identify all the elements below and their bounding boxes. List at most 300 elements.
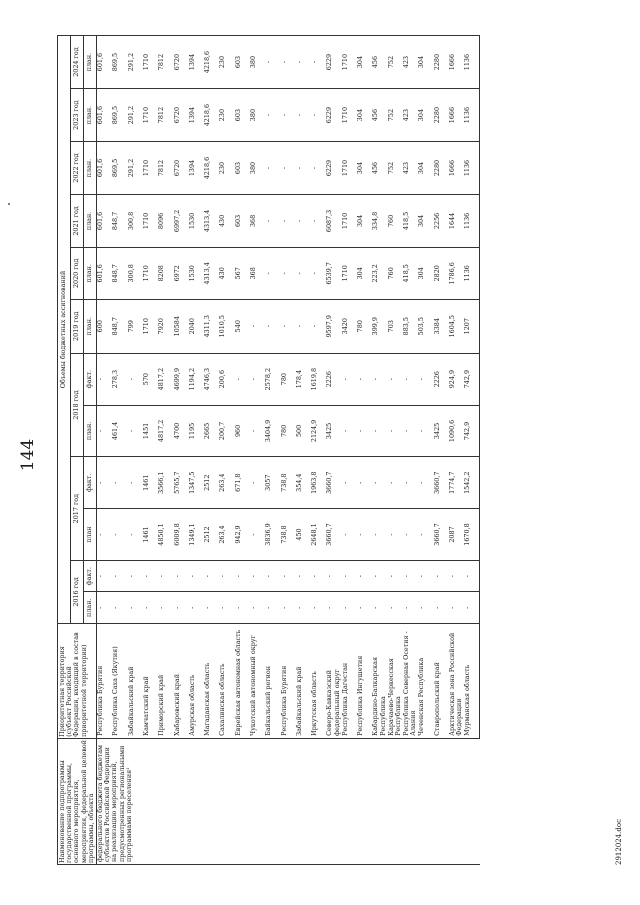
value-cell: - [342, 457, 357, 509]
territory-name: Мурманская область [464, 623, 480, 738]
value-cell: 603 [235, 36, 250, 89]
value-cell: 2578,2 [265, 353, 280, 405]
value-cell: - [311, 592, 326, 624]
value-cell: 1090,6 [449, 405, 464, 457]
value-cell: - [158, 560, 173, 592]
value-cell: 4311,3 [204, 299, 219, 353]
value-cell: - [342, 592, 357, 624]
value-cell: 3660,7 [434, 509, 449, 561]
value-cell: 2665 [204, 405, 219, 457]
territory-name: Республика Бурятия [97, 623, 113, 738]
value-cell: 1136 [464, 89, 480, 142]
value-cell: 423 [403, 89, 418, 142]
territory-name: Забайкальский край [296, 623, 311, 738]
value-cell: - [342, 509, 357, 561]
value-cell: - [112, 560, 127, 592]
value-cell: 942,9 [235, 509, 250, 561]
value-cell: 601,6 [97, 194, 113, 247]
header-plan: план. [84, 142, 97, 195]
value-cell: 2512 [204, 509, 219, 561]
value-cell: 3425 [434, 405, 449, 457]
value-cell: - [388, 353, 403, 405]
value-cell: - [403, 592, 418, 624]
value-cell: 1666 [449, 36, 464, 89]
value-cell: - [174, 592, 189, 624]
value-cell: 7812 [158, 36, 173, 89]
territory-name: Республика Северная Осетия - Алания [403, 623, 418, 738]
territory-name: Амурская область [189, 623, 204, 738]
value-cell: 960 [235, 405, 250, 457]
header-fact: факт. [84, 353, 97, 405]
value-cell: - [235, 353, 250, 405]
value-cell: - [357, 509, 372, 561]
value-cell: 600 [97, 299, 113, 353]
value-cell: 4218,6 [204, 36, 219, 89]
header-year: 2017 год [71, 457, 84, 561]
value-cell: - [143, 592, 158, 624]
value-cell: - [357, 592, 372, 624]
value-cell: 1461 [143, 509, 158, 561]
value-cell: - [281, 592, 296, 624]
value-cell: 223,2 [372, 247, 387, 299]
value-cell: 380 [250, 89, 265, 142]
value-cell: 671,8 [235, 457, 250, 509]
value-cell: 2512 [204, 457, 219, 509]
value-cell: 1710 [143, 89, 158, 142]
value-cell: 200,6 [219, 353, 234, 405]
value-cell: 2280 [434, 142, 449, 195]
value-cell: - [158, 592, 173, 624]
value-cell: 1604,5 [449, 299, 464, 353]
value-cell: 1619,8 [311, 353, 326, 405]
value-cell: - [265, 560, 280, 592]
value-cell: - [97, 353, 113, 405]
value-cell: - [296, 247, 311, 299]
value-cell: - [296, 89, 311, 142]
value-cell: 742,9 [464, 353, 480, 405]
value-cell: - [250, 509, 265, 561]
territory-name: Хабаровский край [174, 623, 189, 738]
header-year: 2022 год [71, 142, 84, 195]
value-cell: 8208 [158, 247, 173, 299]
value-cell: - [449, 592, 464, 624]
value-cell: 380 [250, 142, 265, 195]
value-cell: 304 [418, 194, 433, 247]
value-cell: - [311, 89, 326, 142]
territory-name: Сахалинская область [219, 623, 234, 738]
value-cell: - [372, 592, 387, 624]
value-cell: - [403, 457, 418, 509]
value-cell: - [265, 36, 280, 89]
value-cell: 4218,6 [204, 89, 219, 142]
value-cell: 1963,8 [311, 457, 326, 509]
value-cell: 8096 [158, 194, 173, 247]
value-cell: 10584 [174, 299, 189, 353]
value-cell: - [281, 247, 296, 299]
value-cell: 3566,1 [158, 457, 173, 509]
value-cell: 601,6 [97, 142, 113, 195]
value-cell: - [174, 560, 189, 592]
value-cell: 291,2 [128, 89, 143, 142]
value-cell: 760 [388, 247, 403, 299]
value-cell: 423 [403, 142, 418, 195]
value-cell: - [418, 457, 433, 509]
value-cell: 1774,7 [449, 457, 464, 509]
value-cell: - [250, 592, 265, 624]
value-cell: - [204, 592, 219, 624]
header-plan: план. [84, 89, 97, 142]
value-cell: 500 [296, 405, 311, 457]
value-cell: 1710 [143, 142, 158, 195]
value-cell: 300,8 [128, 247, 143, 299]
value-cell: 4700 [174, 405, 189, 457]
value-cell: 456 [372, 142, 387, 195]
value-cell: 1349,1 [189, 509, 204, 561]
value-cell: 603 [235, 194, 250, 247]
value-cell: 1136 [464, 194, 480, 247]
value-cell: 1194,2 [189, 353, 204, 405]
value-cell: 6539,7 [326, 247, 341, 299]
value-cell: - [97, 457, 113, 509]
value-cell: - [418, 509, 433, 561]
value-cell: 430 [219, 247, 234, 299]
value-cell: 9597,9 [326, 299, 341, 353]
value-cell: - [281, 89, 296, 142]
value-cell: 1530 [189, 194, 204, 247]
value-cell: 2648,1 [311, 509, 326, 561]
value-cell: 1136 [464, 142, 480, 195]
header-plan: план. [84, 299, 97, 353]
value-cell: 456 [372, 36, 387, 89]
value-cell: 6229 [326, 89, 341, 142]
value-cell: - [372, 353, 387, 405]
value-cell: 848,7 [112, 247, 127, 299]
value-cell: - [235, 560, 250, 592]
territory-name: Чукотский автономный округ [250, 623, 265, 738]
value-cell: - [372, 405, 387, 457]
value-cell: 2820 [434, 247, 449, 299]
value-cell: 848,7 [112, 299, 127, 353]
scan-dot [8, 203, 10, 205]
value-cell: 3404,9 [265, 405, 280, 457]
table-header [58, 36, 97, 865]
value-cell: - [388, 509, 403, 561]
value-cell: 2280 [434, 89, 449, 142]
value-cell: - [418, 353, 433, 405]
value-cell: - [403, 353, 418, 405]
value-cell: 1136 [464, 247, 480, 299]
value-cell: 7812 [158, 142, 173, 195]
value-cell: - [204, 560, 219, 592]
value-cell: - [311, 247, 326, 299]
value-cell: - [357, 560, 372, 592]
value-cell: - [219, 592, 234, 624]
value-cell: - [296, 36, 311, 89]
value-cell: 430 [219, 194, 234, 247]
value-cell: 304 [357, 142, 372, 195]
value-cell: 601,6 [97, 36, 113, 89]
value-cell: - [219, 560, 234, 592]
value-cell: 418,5 [403, 194, 418, 247]
value-cell: 6720 [174, 142, 189, 195]
territory-name: Республика Ингушетия [357, 623, 372, 738]
territory-name: Иркутская область [311, 623, 326, 738]
value-cell: - [326, 592, 341, 624]
value-cell: 4850,1 [158, 509, 173, 561]
value-cell: 6720 [174, 89, 189, 142]
value-cell: - [326, 560, 341, 592]
value-cell: 6229 [326, 142, 341, 195]
header-budget-group: Объемы бюджетных ассигнований [58, 36, 71, 624]
value-cell: 799 [128, 299, 143, 353]
program-name-cell [97, 738, 480, 864]
value-cell: - [250, 299, 265, 353]
value-cell: - [296, 142, 311, 195]
value-cell: 3836,9 [265, 509, 280, 561]
value-cell: - [434, 592, 449, 624]
value-cell: - [403, 509, 418, 561]
value-cell: 456 [372, 89, 387, 142]
value-cell: 6087,3 [326, 194, 341, 247]
value-cell: 848,7 [112, 194, 127, 247]
value-cell: 7920 [158, 299, 173, 353]
territory-name: Республика Бурятия [281, 623, 296, 738]
value-cell: 4313,4 [204, 194, 219, 247]
value-cell: - [265, 247, 280, 299]
territory-name: Магаданская область [204, 623, 219, 738]
value-cell: - [296, 560, 311, 592]
territory-name: Ставропольский край [434, 623, 449, 738]
value-cell: 738,8 [281, 509, 296, 561]
value-cell: 304 [357, 89, 372, 142]
territory-name: Северо-Кавказский федеральный округ [326, 623, 341, 738]
header-year: 2021 год [71, 194, 84, 247]
value-cell: 1710 [342, 36, 357, 89]
value-cell: - [342, 405, 357, 457]
header-fact: факт. [84, 560, 97, 592]
value-cell: - [265, 89, 280, 142]
value-cell: 503,5 [418, 299, 433, 353]
value-cell: 601,6 [97, 247, 113, 299]
value-cell: 291,2 [128, 142, 143, 195]
value-cell: 368 [250, 247, 265, 299]
value-cell: 304 [418, 247, 433, 299]
value-cell: 2256 [434, 194, 449, 247]
header-year: 2018 год [71, 353, 84, 457]
value-cell: - [265, 592, 280, 624]
value-cell: - [311, 194, 326, 247]
value-cell: 2124,9 [311, 405, 326, 457]
value-cell: 1542,2 [464, 457, 480, 509]
value-cell: 1207 [464, 299, 480, 353]
header-year: 2016 год [71, 560, 84, 623]
value-cell: 3384 [434, 299, 449, 353]
value-cell: - [372, 509, 387, 561]
value-cell: 1394 [189, 89, 204, 142]
value-cell: - [388, 405, 403, 457]
value-cell: 567 [235, 247, 250, 299]
value-cell: 570 [143, 353, 158, 405]
value-cell: - [281, 299, 296, 353]
value-cell: 780 [357, 299, 372, 353]
value-cell: - [250, 457, 265, 509]
value-cell: 6229 [326, 36, 341, 89]
value-cell: - [250, 353, 265, 405]
value-cell: 1347,5 [189, 457, 204, 509]
value-cell: 3660,7 [326, 509, 341, 561]
header-plan: план. [84, 194, 97, 247]
value-cell: - [281, 560, 296, 592]
value-cell: 200,7 [219, 405, 234, 457]
value-cell: 418,5 [403, 247, 418, 299]
value-cell: 368 [250, 194, 265, 247]
value-cell: - [265, 299, 280, 353]
header-program: Наименование подпрограммы государственной программы, основного мероприятия, мероприятия, федеральной целевой программы, объекта [58, 740, 95, 863]
footer-filename: 2912024.doc [615, 818, 623, 865]
value-cell: 423 [403, 36, 418, 89]
value-cell: - [372, 457, 387, 509]
value-cell: 703 [388, 299, 403, 353]
value-cell: 304 [418, 36, 433, 89]
value-cell: - [128, 457, 143, 509]
value-cell: - [97, 592, 113, 624]
value-cell: 5765,7 [174, 457, 189, 509]
territory-name: Еврейская автономная область [235, 623, 250, 738]
value-cell: - [128, 405, 143, 457]
value-cell: 2040 [189, 299, 204, 353]
value-cell: 1710 [342, 89, 357, 142]
value-cell: - [112, 509, 127, 561]
value-cell: 178,4 [296, 353, 311, 405]
territory-name: Арктическая зона Российской Федерации [449, 623, 464, 738]
value-cell: - [281, 194, 296, 247]
value-cell: 752 [388, 89, 403, 142]
value-cell: - [388, 560, 403, 592]
value-cell: 334,8 [372, 194, 387, 247]
value-cell: - [464, 560, 480, 592]
header-plan: план. [84, 405, 97, 457]
value-cell: 1394 [189, 142, 204, 195]
value-cell: 399,9 [372, 299, 387, 353]
value-cell: 1010,5 [219, 299, 234, 353]
header-plan: план. [84, 592, 97, 624]
table-body [97, 36, 480, 865]
value-cell: 4313,4 [204, 247, 219, 299]
table-row [97, 36, 113, 865]
value-cell: 1644 [449, 194, 464, 247]
value-cell: 6972 [174, 247, 189, 299]
header-year: 2019 год [71, 299, 84, 353]
value-cell: - [342, 560, 357, 592]
value-cell: 603 [235, 142, 250, 195]
value-cell: - [311, 299, 326, 353]
value-cell: 461,4 [112, 405, 127, 457]
value-cell: 3057 [265, 457, 280, 509]
value-cell: 3660,7 [434, 457, 449, 509]
value-cell: 924,9 [449, 353, 464, 405]
value-cell: - [128, 592, 143, 624]
territory-name: Приморский край [158, 623, 173, 738]
value-cell: 2226 [434, 353, 449, 405]
value-cell: - [418, 592, 433, 624]
value-cell: 760 [388, 194, 403, 247]
value-cell: 752 [388, 142, 403, 195]
value-cell: 304 [357, 247, 372, 299]
value-cell: 1530 [189, 247, 204, 299]
value-cell: - [296, 194, 311, 247]
header-year: 2020 год [71, 247, 84, 299]
value-cell: 780 [281, 405, 296, 457]
value-cell: 4746,3 [204, 353, 219, 405]
value-cell: - [112, 592, 127, 624]
territory-name: Забайкальский край [128, 623, 143, 738]
value-cell: 263,4 [219, 457, 234, 509]
value-cell: 263,4 [219, 509, 234, 561]
value-cell: - [357, 353, 372, 405]
budget-table [57, 35, 480, 865]
value-cell: 1394 [189, 36, 204, 89]
value-cell: 1195 [189, 405, 204, 457]
territory-name: Республика Дагестан [342, 623, 357, 738]
value-cell: - [464, 592, 480, 624]
value-cell: 4218,6 [204, 142, 219, 195]
header-year: 2024 год [71, 36, 84, 89]
value-cell: 1461 [143, 457, 158, 509]
territory-name: Республика Саха (Якутия) [112, 623, 127, 738]
value-cell: 1710 [143, 299, 158, 353]
value-cell: - [265, 194, 280, 247]
value-cell: - [189, 592, 204, 624]
value-cell: 300,8 [128, 194, 143, 247]
value-cell: - [128, 353, 143, 405]
value-cell: 6997,2 [174, 194, 189, 247]
value-cell: - [250, 405, 265, 457]
value-cell: 354,4 [296, 457, 311, 509]
value-cell: 1710 [143, 247, 158, 299]
value-cell: - [342, 353, 357, 405]
header-plan: план [84, 509, 97, 561]
value-cell: 1136 [464, 36, 480, 89]
value-cell: 4817,2 [158, 405, 173, 457]
value-cell: 1670,8 [464, 509, 480, 561]
header-plan: план. [84, 247, 97, 299]
value-cell: 1710 [143, 194, 158, 247]
territory-name: Карачаево-Черкесская Республика [388, 623, 403, 738]
value-cell: 380 [250, 36, 265, 89]
value-cell: 2226 [326, 353, 341, 405]
value-cell: - [265, 142, 280, 195]
value-cell: 230 [219, 142, 234, 195]
value-cell: 7812 [158, 89, 173, 142]
value-cell: 2280 [434, 36, 449, 89]
value-cell: 1710 [143, 36, 158, 89]
value-cell: - [418, 560, 433, 592]
value-cell: 869,5 [112, 89, 127, 142]
value-cell: 1666 [449, 142, 464, 195]
value-cell: - [418, 405, 433, 457]
value-cell: - [250, 560, 265, 592]
value-cell: 869,5 [112, 142, 127, 195]
territory-name: Чеченская Республика [418, 623, 433, 738]
header-fact: факт. [84, 457, 97, 509]
value-cell: - [357, 405, 372, 457]
value-cell: - [357, 457, 372, 509]
territory-name: Байкальский регион [265, 623, 280, 738]
value-cell: 230 [219, 89, 234, 142]
value-cell: 450 [296, 509, 311, 561]
value-cell: - [97, 560, 113, 592]
territory-name: Камчатский край [143, 623, 158, 738]
